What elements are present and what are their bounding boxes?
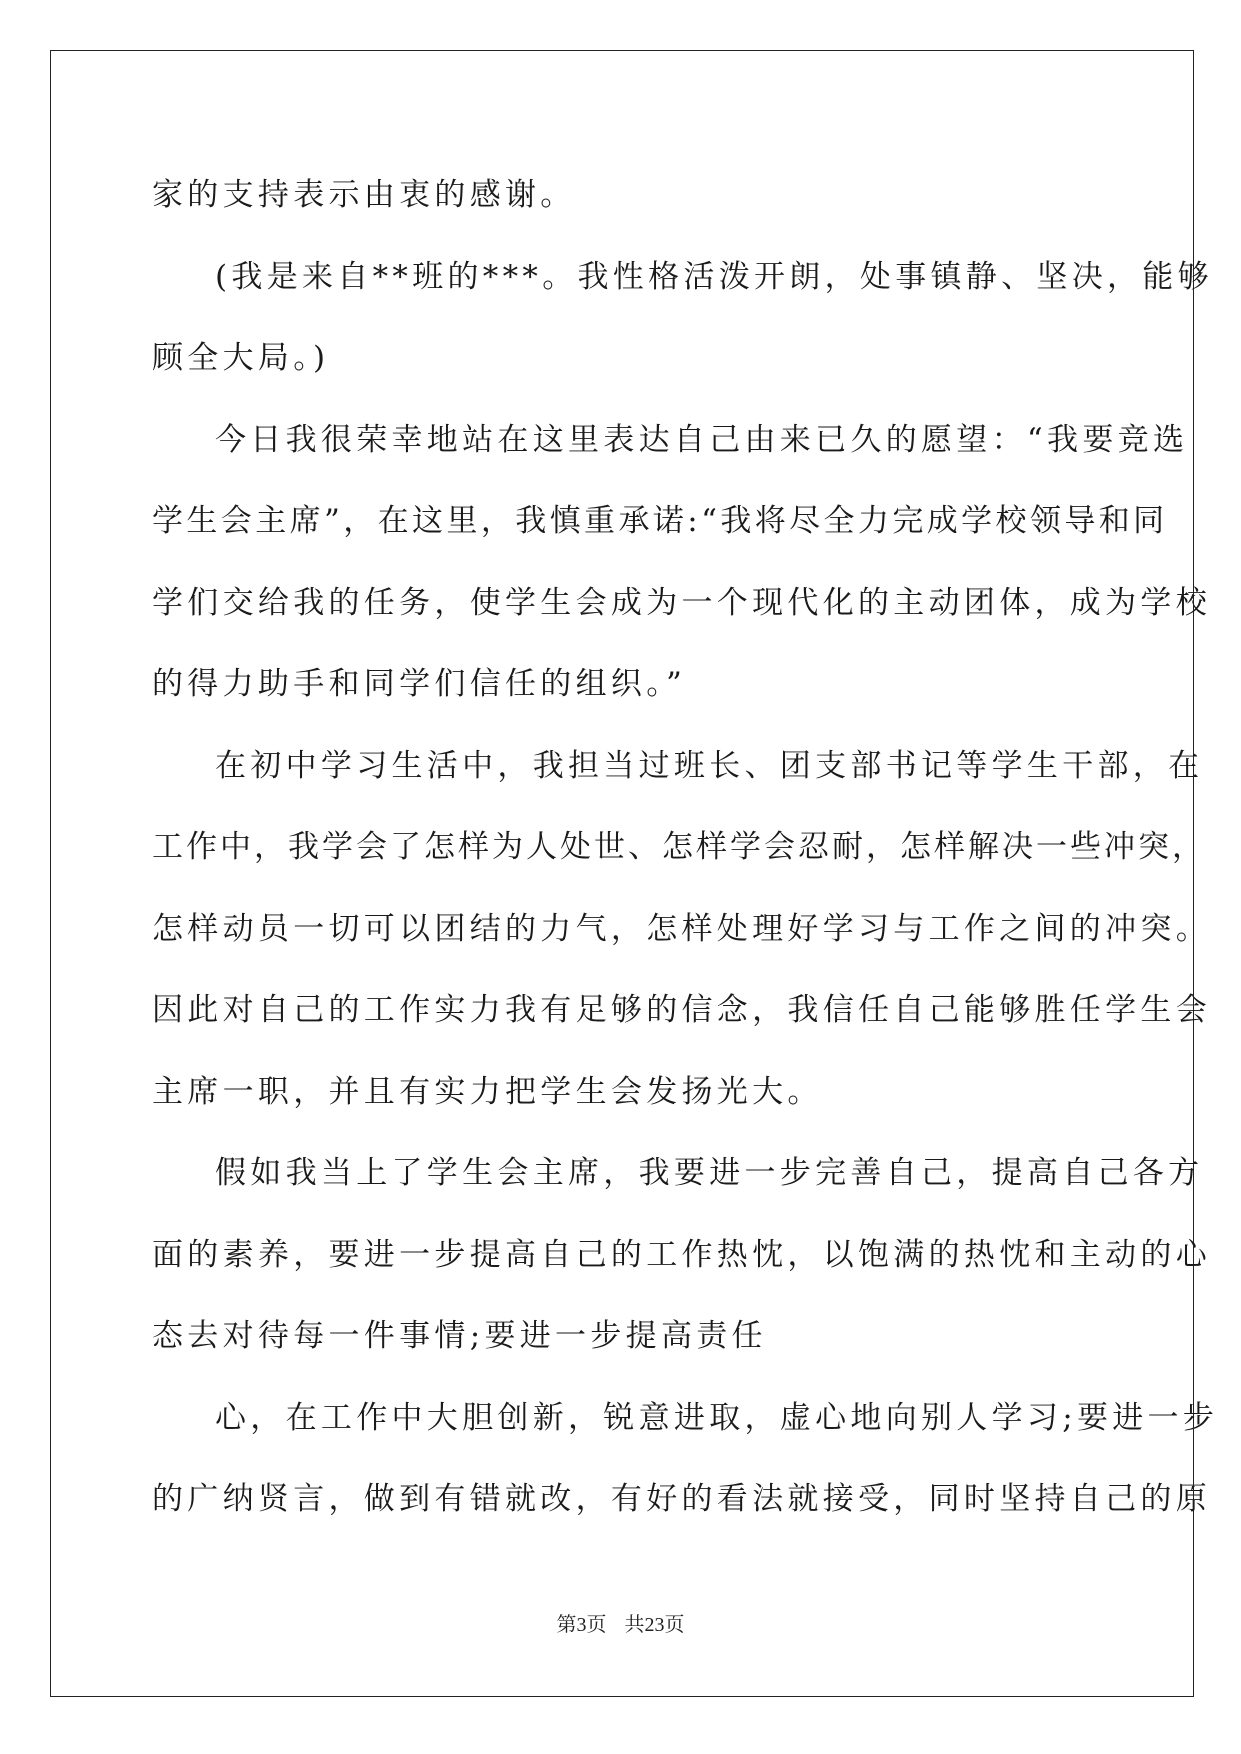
text-line: 主席一职，并且有实力把学生会发扬光大。 [152,1073,823,1110]
text-line: 的得力助手和同学们信任的组织。” [152,666,687,702]
text-line: 假如我当上了学生会主席，我要进一步完善自己，提高自己各方 [215,1155,1204,1191]
text-line: 态去对待每一件事情;要进一步提高责任 [152,1318,767,1354]
page-number: 第3页 [556,1614,607,1636]
text-line: 学们交给我的任务，使学生会成为一个现代化的主动团体，成为学校 [152,584,1211,621]
text-line: 顾全大局。) [152,340,330,376]
text-line: 学生会主席”，在这里，我慎重承诺:“我将尽全力完成学校领导和同 [152,503,1168,539]
text-line: 在初中学习生活中，我担当过班长、团支部书记等学生干部，在 [215,747,1204,784]
document-body [152,155,1219,1541]
text-line: 工作中，我学会了怎样为人处世、怎样学会忍耐，怎样解决一些冲突， [152,829,1206,865]
text-line: 家的支持表示由衷的感谢。 [152,177,576,213]
page-footer [0,1608,1241,1637]
text-line: 今日我很荣幸地站在这里表达自己由来已久的愿望：“我要竞选 [215,421,1189,458]
text-line: 面的素养，要进一步提高自己的工作热忱，以饱满的热忱和主动的心 [152,1236,1211,1273]
text-line: (我是来自**班的***。我性格活泼开朗，处事镇静、坚决，能够 [215,258,1213,295]
text-line: 的广纳贤言，做到有错就改，有好的看法就接受，同时坚持自己的原 [152,1481,1211,1517]
text-line: 怎样动员一切可以团结的力气，怎样处理好学习与工作之间的冲突。 [152,910,1211,947]
text-line: 因此对自己的工作实力我有足够的信念，我信任自己能够胜任学生会 [152,992,1211,1028]
page-total: 共23页 [624,1614,685,1636]
text-line: 心，在工作中大胆创新，锐意进取，虚心地向别人学习;要进一步 [215,1399,1219,1436]
